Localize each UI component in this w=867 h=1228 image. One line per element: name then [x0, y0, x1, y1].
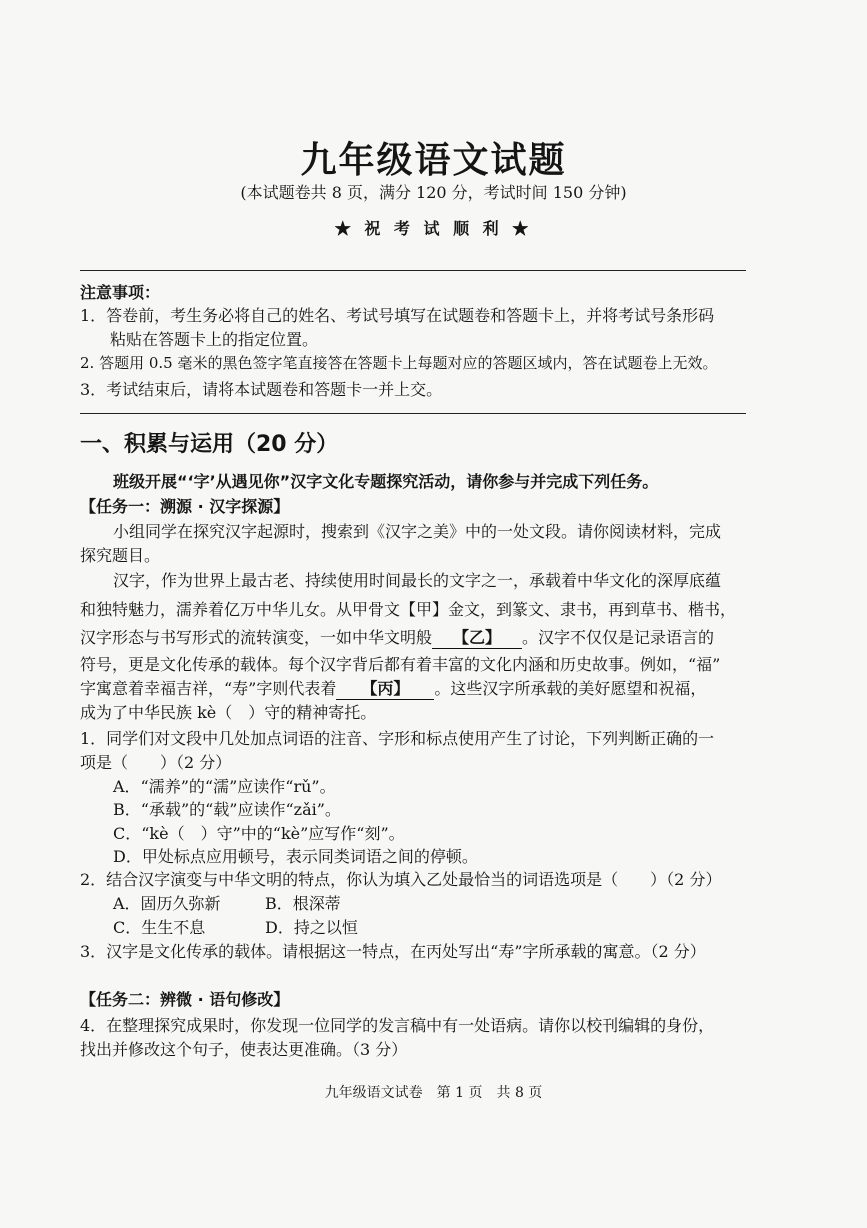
- passage-line-6: 成为了中华民族 kè（ ）守的精神寄托。: [80, 703, 377, 722]
- passage-line-5b: 。这些汉字所承载的美好愿望和祝福，: [434, 679, 707, 698]
- task1-heading: 【任务一：溯源 · 汉字探源】: [80, 497, 290, 516]
- q2-option-a: A．固历久弥新: [113, 894, 221, 913]
- blessing-line: ★ 祝 考 试 顺 利 ★: [334, 219, 533, 238]
- blank-bing: 【丙】: [336, 676, 434, 700]
- q3-stem: 3．汉字是文化传承的载体。请根据这一特点，在丙处写出“寿”字所承载的寓意。（2 分）: [80, 942, 706, 961]
- passage-line-3b: 。汉字不仅仅是记录语言的: [522, 628, 715, 647]
- q2-stem: 2．结合汉字演变与中华文明的特点，你认为填入乙处最恰当的词语选项是（ ）（2 分）: [80, 870, 722, 889]
- q4-stem: 4．在整理探究成果时，你发现一位同学的发言稿中有一处语病。请你以校刊编辑的身份，: [80, 1016, 715, 1035]
- passage-line-3a: 汉字形态与书写形式的流转演变，一如中华文明般: [80, 628, 433, 647]
- divider-bottom: [80, 413, 746, 414]
- q1-stem: 1．同学们对文段中几处加点词语的注音、字形和标点使用产生了讨论，下列判断正确的一: [80, 729, 715, 748]
- passage-line-5a: 字寓意着幸福吉祥，“寿”字则代表着: [80, 679, 337, 698]
- q1-option-c: C．“kè（ ）守”中的“kè”应写作“刻”。: [113, 824, 405, 843]
- q1-option-d: D．甲处标点应用顿号，表示同类词语之间的停顿。: [113, 847, 478, 866]
- passage-line-4: 符号，更是文化传承的载体。每个汉字背后都有着丰富的文化内涵和历史故事。例如，“福”: [80, 655, 721, 674]
- task1-intro-cont: 探究题目。: [80, 546, 161, 565]
- q2-option-d: D．持之以恒: [265, 918, 358, 937]
- passage-line-5: [80, 676, 706, 700]
- divider-top: [80, 270, 746, 271]
- passage-line-3: [80, 625, 714, 649]
- q1-stem-cont: 项是（ ）（2 分）: [80, 753, 232, 772]
- task2-heading: 【任务二：辨微 · 语句修改】: [80, 990, 290, 1009]
- section-heading: 一、积累与运用（20 分）: [80, 432, 339, 457]
- exam-subtitle: (本试题卷共 8 页，满分 120 分，考试时间 150 分钟): [240, 183, 627, 202]
- note-item-1-cont: 粘贴在答题卡上的指定位置。: [110, 330, 319, 349]
- passage-line-1: 汉字，作为世界上最古老、持续使用时间最长的文字之一，承载着中华文化的深厚底蕴: [113, 571, 722, 590]
- passage-line-2: 和独特魅力，濡养着亿万中华儿女。从甲骨文【甲】金文，到篆文、隶书，再到草书、楷书，: [80, 600, 737, 619]
- q1-option-a: A．“濡养”的“濡”应读作“rǔ”。: [113, 777, 336, 796]
- activity-intro: 班级开展“‘字’从遇见你”汉字文化专题探究活动，请你参与并完成下列任务。: [113, 472, 659, 491]
- blank-yi: 【乙】: [432, 625, 522, 649]
- q2-option-b: B．根深蒂: [265, 894, 341, 913]
- page-footer: 九年级语文试卷 第 1 页 共 8 页: [324, 1085, 543, 1101]
- exam-title: 九年级语文试题: [300, 140, 567, 181]
- task1-intro: 小组同学在探究汉字起源时，搜索到《汉字之美》中的一处文段。请你阅读材料，完成: [113, 522, 722, 541]
- note-item-2: 2. 答题用 0.5 毫米的黑色签字笔直接答在答题卡上每题对应的答题区域内，答在试题卷上无效。: [80, 354, 718, 372]
- note-item-3: 3．考试结束后，请将本试题卷和答题卡一并上交。: [80, 380, 443, 399]
- note-item-1: 1．答卷前，考生务必将自己的姓名、考试号填写在试题卷和答题卡上，并将考试号条形码: [80, 306, 715, 325]
- notes-heading: 注意事项：: [80, 283, 161, 302]
- q2-option-c: C．生生不息: [113, 918, 206, 937]
- q4-stem-cont: 找出并修改这个句子，使表达更准确。（3 分）: [80, 1040, 408, 1059]
- q1-option-b: B．“承载”的“载”应读作“zǎi”。: [113, 800, 341, 819]
